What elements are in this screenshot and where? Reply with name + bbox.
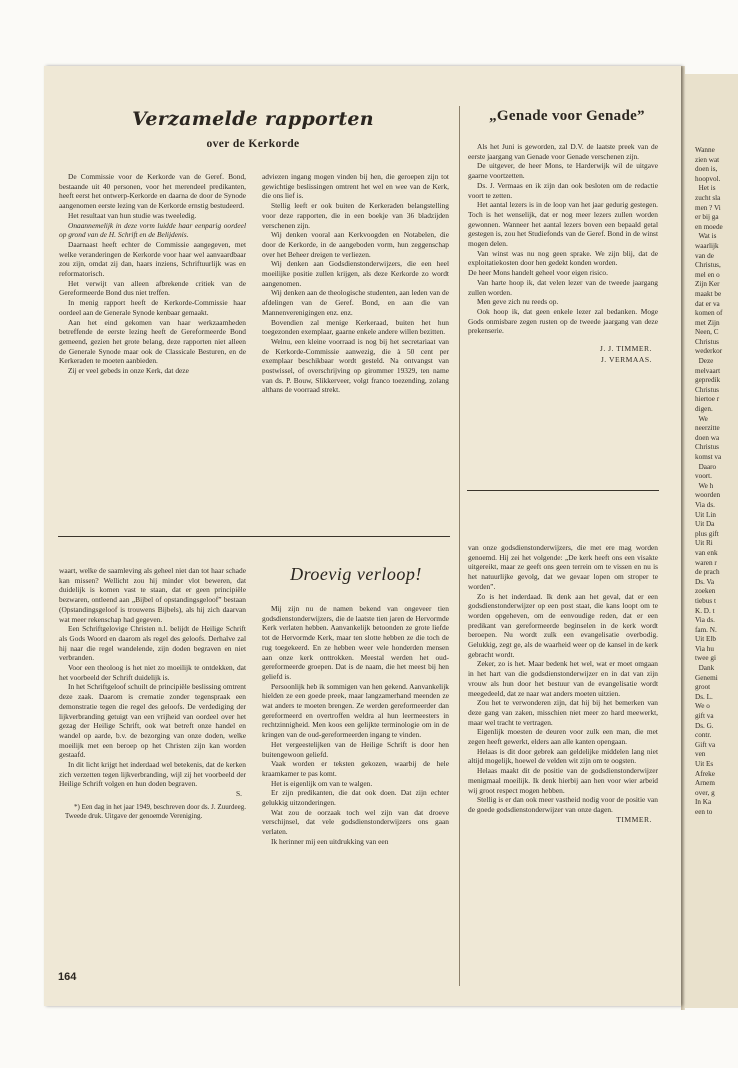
signature: J. J. TIMMER.: [599, 344, 652, 354]
paragraph: waart, welke de saamleving als geheel niet dan tot haar schade kan missen? Wellicht zou hij minder vlot beweren, dat duidelijk is komen vast te staan, dat er geen principiële bezwaren, ontleend aan „Bijbel of opstandingsgeloof” bestaan (Opstandingsgeloof is trouwens Bijbels), als hij zich daarvan wat meer rekenschap had gegeven.: [59, 566, 246, 624]
paragraph: Persoonlijk heb ik sommigen van hen gekend. Aanvankelijk hielden ze een goede preek, maar langzamerhand meenden ze wat anders te moeten brengen. Ze werden gereformeerder dan gereformeerd en overtroffen weldra al hun leermeesters in rechtzinnigheid. Men koos een gelijkte terminologie om in de kringen van de oud-gereformeerden ingang te vinden.: [262, 681, 449, 740]
footnote: *) Een dag in het jaar 1949, beschreven door ds. J. Zuurdeeg. Tweede druk. Uitgave der genoemde Vereniging.: [65, 802, 246, 820]
paragraph: Daarnaast heeft echter de Commissie aangegeven, met welke veranderingen de Kerkorde voor haar wel aanvaardbaar zou zijn, omdat zij dan, haars inziens, Schriftuurlijk was en reformatorisch.: [59, 239, 246, 279]
next-page-text-fragment: Wanne zien wat doen is, hoopvol. Het is zucht sla men ? Vi er bij ga en moede Wat is waarlijk van de Christus, mel en o Zijn Ker maakt be dat er va komen of met Zijn Neen, C Christus wederkor Deze melvaart gepredik Christus hiertoe r digen. We neerzitte doen wa Christus komst va Daaro voort. We h woorden Via ds. Uit Lin Uit Da plus gift Uit Ri van enk waren r de prach Ds. Va zoeken tiebus t K. D. t Via ds. fam. N. Uit Elb Via hu twee gi Dank Genemi groot Ds. L. We o gift va Ds. G. contr. Gift va ven Uit Es Afreke Arnem over, g In Ka een to: [695, 146, 723, 816]
bottom-middle-column: [262, 604, 449, 847]
paragraph: In menig rapport heeft de Kerkorde-Commissie haar oordeel aan de Generale Synode kenbaar gemaakt.: [59, 298, 246, 317]
paragraph: Ds. J. Vermaas en ik zijn dan ook besloten om de redactie voort te zetten.: [468, 180, 658, 200]
paragraph: Het is eigenlijk om van te walgen.: [271, 778, 373, 788]
paragraph: In dit licht krijgt het inderdaad wel betekenis, dat de kerken zich verzetten tegen lijkverbranding, wijl zij het voorbeeld der Heilige Schrift volgen en hun doden begraven.: [59, 760, 246, 789]
paragraph: Wat zou de oorzaak toch wel zijn van dat droeve verschijnsel, dat vele godsdienstonderwijzers ons gaan verlaten.: [262, 807, 449, 837]
paragraph: Wij denken vooral aan Kerkvoogden en Notabelen, die door de Kerkorde, in de aangeboden vorm, hun zeggenschap over het Beheer dreigen te verliezen.: [262, 230, 449, 259]
paragraph: De Commissie voor de Kerkorde van de Geref. Bond, bestaande uit 40 personen, voor het merendeel predikanten, heeft eerst het ontwerp-Kerkorde en daarna de door de Synode aangenomen eerste lezing van de Kerkorde ernstig bestudeerd.: [59, 172, 246, 211]
horizontal-rule: [58, 536, 450, 537]
paragraph: Zeker, zo is het. Maar bedenk het wel, wat er moet omgaan in het hart van die godsdienstonderwijzer en in dat van zijn vrouw als hun door het bestuur van de evangelisatie wordt meegedeeld, dat ze naar wat anders moeten uitzien.: [468, 659, 658, 698]
paragraph: Eigenlijk moesten de deuren voor zulk een man, die met zegen heeft gewerkt, elders aan alle kanten opengaan.: [468, 727, 658, 747]
paragraph: Van harte hoop ik, dat velen lezer van de tweede jaargang zullen worden.: [468, 277, 658, 297]
paragraph: Ik herinner mij een uitdrukking van een: [271, 836, 389, 846]
paragraph: van onze godsdienstonderwijzers, die met ere mag worden genoemd. Hij zei het volgende: „De kerk heeft ons een visakte uitgereikt, maar ze geeft ons geen terrein om te vissen en nu is het natuurlijke gevolg, dat we gevaar lopen om stroper te worden”.: [468, 543, 658, 591]
paragraph: Wij denken aan Godsdienstonderwijzers, die een heel moeilijke positie zullen krijgen, als deze Kerkorde zo wordt aangenomen.: [262, 259, 449, 288]
paragraph: De uitgever, de heer Mons, te Harderwijk wil de uitgave gaarne voortzetten.: [468, 161, 658, 181]
paragraph: Van winst was nu nog geen sprake. We zijn blij, dat de exploitatiekosten door hen gedekt konden worden.: [468, 248, 658, 268]
paragraph: Zij er veel gebeds in onze Kerk, dat deze: [68, 366, 189, 376]
paragraph: Er zijn predikanten, die dat ook doen. Dat zijn echter gelukkig uitzonderingen.: [262, 788, 449, 808]
page-gutter: [681, 66, 685, 1010]
paragraph: Wij denken aan de theologische studenten, aan leden van de afdelingen van de Geref. Bond, en aan die van Mannenverenigingen enz. enz.: [262, 288, 449, 317]
paragraph: In het Schriftgeloof schuilt de principiële beslissing omtrent deze zaak. Daarom is crematie zonder tegenspraak een demonstratie tegen die regel des geloofs. De verdediging der lijkverbranding getuigt van een vrijheid van oordeel over het gezag der Heilige Schrift, ook wat betreft onze handel en wandel op aarde, b.v. de bezorging van onze doden, welke moeilijk met een beroep op het Christen zijn kan worden gestaafd.: [59, 682, 246, 760]
article-title-verzamelde-rapporten: Verzamelde rapporten: [132, 108, 374, 130]
signature: TIMMER.: [616, 814, 652, 824]
bottom-left-column: [59, 566, 246, 820]
paragraph: Bovendien zal menige Kerkeraad, buiten het hun toegezonden exemplaar, gaarne enkele andere willen bezitten.: [262, 317, 449, 337]
paragraph: Ook hoop ik, dat geen enkele lezer zal bedanken. Moge Gods onmisbare zegen rusten op de tweede jaargang van deze prekenserie.: [468, 306, 658, 336]
paragraph: Zo is het inderdaad. Ik denk aan het geval, dat er een godsdienstonderwijzer op een post staat, die kans loopt om te worden opgeheven, om de eenvoudige reden, dat er een predikant van gereformeerde beginselen in de kerk wordt beroepen. Nu wordt zulk een evangelisatie overbodig. Gelukkig, zegt ge, als de waarheid weer op de kansel in de kerk gebracht wordt.: [468, 591, 658, 659]
column-divider: [459, 106, 460, 986]
paragraph: Helaas maakt dit de positie van de godsdienstonderwijzer menigmaal moeilijk. Ik denk hierbij aan hen voor wier arbeid wij groot respect mogen hebben.: [468, 766, 658, 795]
paragraph: Stellig leeft er ook buiten de Kerkeraden belangstelling voor deze rapporten, die in een boekje van 36 bladzijden verschenen zijn.: [262, 201, 449, 230]
signature: J. VERMAAS.: [600, 354, 652, 364]
paragraph: Stellig is er dan ook meer vastheid nodig voor de positie van de goede godsdienstonderwijzer van onze dagen.: [468, 795, 658, 814]
paragraph: Men geve zich nu reeds op.: [477, 297, 559, 307]
paragraph: Voor een theoloog is het niet zo moeilijk te ontdekken, dat het voorbeeld der Schrift duidelijk is.: [59, 663, 246, 682]
paragraph: Het verwijt van alleen afbrekende critiek van de Gereformeerde Bond dus niet treffen.: [59, 278, 246, 298]
article-subtitle: over de Kerkorde: [206, 138, 300, 150]
right-article-column: [468, 142, 658, 365]
paragraph: De heer Mons handelt geheel voor eigen risico.: [468, 268, 608, 278]
paragraph: Aan het eind gekomen van haar werkzaamheden betreffende de eerste lezing heeft de Gereformeerde Bond gemeend, gezien het grote belang, deze rapporten niet alleen de Generale Synode maar ook de Classicale Besturen, en de Kerkeraden te moeten aanbieden.: [59, 317, 246, 366]
page-number: 164: [58, 971, 77, 983]
paragraph: Het resultaat van hun studie was tweeledig.: [68, 210, 197, 220]
bottom-right-column: [468, 543, 658, 824]
paragraph: Het vergeestelijken van de Heilige Schrift is door hen buitengewoon geliefd.: [262, 739, 449, 759]
paragraph: Vaak worden er teksten gekozen, waarbij de hele kraamkamer te pas komt.: [262, 759, 449, 778]
paragraph: Mij zijn nu de namen bekend van ongeveer tien godsdienstonderwijzers, die de laatste tien jaren de Hervormde Kerk verlaten hebben. Aanvankelijk betoonden ze grote liefde tot de Hervormde Kerk, maar ten slotte hebben ze die toch de rug toegekeerd. En ze hebben weer vele honderden mensen aan onze kerk onttrokken. Meestal werden het oud-gereformeerde groepen. Dat is de naam, die het meest bij hen geliefd is.: [262, 604, 449, 681]
paragraph: Als het Juni is geworden, zal D.V. de laatste preek van de eerste jaargang van Genade voor Genade verschenen zijn.: [468, 142, 658, 161]
horizontal-rule: [467, 490, 659, 491]
signature-block: [468, 344, 658, 364]
paragraph: Welnu, een kleine voorraad is nog bij het secretariaat van de Kerkorde-Commissie aanwezig, die à 50 cent per exemplaar beschikbaar wordt gesteld. Na ontvangst van postwissel, of overschrijving op girommer 19329, ten name van ds. P. Bouw, Slikkerveer, volgt franco toezending, zolang althans de voorraad strekt.: [262, 336, 449, 395]
left-article-column-2: [262, 172, 449, 395]
article-title-genade-voor-genade: „Genade voor Genade”: [489, 108, 645, 124]
paragraph: adviezen ingang mogen vinden bij hen, die geroepen zijn tot gewichtige beslissingen omtrent het wel en wee van de Kerk, die ons lief is.: [262, 172, 449, 201]
author-initial: S.: [236, 789, 242, 799]
paragraph: Helaas is dit door gebrek aan geldelijke middelen lang niet altijd mogelijk, hoewel de velden wit zijn om te oogsten.: [468, 746, 658, 766]
paragraph: Zou het te verwonderen zijn, dat hij bij het bemerken van deze gang van zaken, misschien niet meer zo hard meewerkt, maar wel tracht te vertragen.: [468, 698, 658, 727]
article-title-droevig-verloop: Droevig verloop!: [290, 564, 422, 584]
left-article-column-1: [59, 172, 246, 376]
paragraph: Het aantal lezers is in de loop van het jaar gedurig gestegen. Toch is het wenselijk, dat er nog meer lezers zullen worden gewonnen. Wanneer het aantal lezers boven een bepaald getal gestegen is, zou het Studiefonds van de Geref. Bond in de winst mogen delen.: [468, 200, 658, 249]
paragraph: Een Schriftgelovige Christen n.l. belijdt de Heilige Schrift als Gods Woord en daarom als regel des geloofs. Derhalve zal hij naar die regel wandelende, zijn doden begraven en niet verbranden.: [59, 624, 246, 663]
paragraph-italic-lead: Onaannemelijk in deze vorm luidde haar eenparig oordeel op grond van de H. Schrift en de Belijdenis.: [59, 220, 246, 240]
